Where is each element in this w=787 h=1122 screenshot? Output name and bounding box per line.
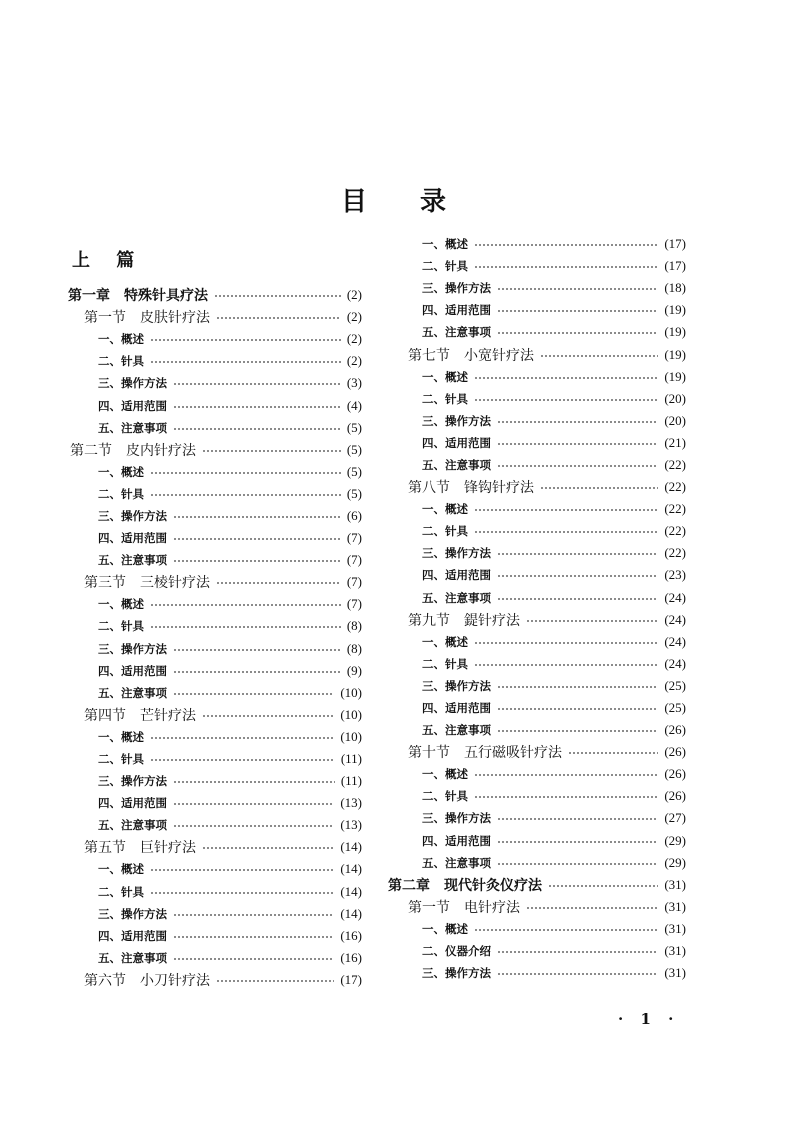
- toc-entry-page: (10): [340, 706, 362, 722]
- toc-item[interactable]: [388, 321, 686, 343]
- dot-leader: [150, 759, 335, 761]
- toc-item[interactable]: [388, 852, 686, 874]
- dot-leader: [497, 575, 658, 577]
- toc-section[interactable]: [388, 476, 686, 498]
- toc-item[interactable]: [388, 653, 686, 675]
- dot-leader: [150, 737, 334, 739]
- toc-entry-title: 五、注意事项: [98, 553, 167, 568]
- toc-entry-page: (23): [664, 567, 686, 583]
- toc-entry-title: 四、适用范围: [422, 701, 491, 716]
- toc-entry-title: 一、概述: [98, 729, 144, 744]
- toc-item[interactable]: [388, 719, 686, 741]
- dot-leader: [497, 421, 658, 423]
- dot-leader: [474, 929, 658, 931]
- toc-left-column: [68, 284, 362, 991]
- toc-entry-title: 二、针具: [98, 884, 144, 899]
- dot-leader: [202, 715, 334, 717]
- toc-entry-title: 四、适用范围: [422, 303, 491, 318]
- dot-leader: [150, 361, 341, 363]
- toc-item[interactable]: [68, 527, 362, 549]
- toc-item[interactable]: [388, 432, 686, 454]
- toc-entry-title: 四、适用范围: [422, 833, 491, 848]
- toc-entry-title: 四、适用范围: [422, 568, 491, 583]
- toc-entry-title: 五、注意事项: [422, 457, 491, 472]
- dot-leader: [150, 339, 341, 341]
- toc-entry-page: (29): [664, 832, 686, 848]
- dot-leader: [474, 664, 658, 666]
- dot-leader: [150, 472, 341, 474]
- toc-entry-title: 五、注意事项: [98, 685, 167, 700]
- dot-leader: [526, 907, 658, 909]
- toc-item[interactable]: [388, 587, 686, 609]
- dot-leader: [497, 973, 658, 975]
- toc-entry-page: (29): [664, 854, 686, 870]
- toc-item[interactable]: [388, 918, 686, 940]
- dot-leader: [474, 774, 658, 776]
- toc-entry-title: 五、注意事项: [422, 723, 491, 738]
- dot-leader: [150, 626, 341, 628]
- dot-leader: [202, 847, 334, 849]
- toc-entry-title: 一、概述: [98, 464, 144, 479]
- dot-leader: [497, 863, 658, 865]
- toc-entry-title: 第八节 锋钩针疗法: [408, 480, 534, 497]
- toc-item[interactable]: [388, 299, 686, 321]
- dot-leader: [497, 841, 658, 843]
- toc-entry-title: 第九节 鍉针疗法: [408, 612, 520, 629]
- dot-leader: [497, 730, 658, 732]
- toc-entry-page: (25): [664, 700, 686, 716]
- toc-entry-title: 四、适用范围: [422, 435, 491, 450]
- toc-entry-title: 第四节 芒针疗法: [84, 707, 196, 724]
- toc-entry-title: 二、针具: [422, 524, 468, 539]
- toc-entry-title: 二、针具: [98, 354, 144, 369]
- toc-entry-title: 第十节 五行磁吸针疗法: [408, 745, 562, 762]
- toc-entry-page: (8): [346, 640, 362, 656]
- dot-leader: [474, 509, 658, 511]
- toc-entry-page: (11): [340, 751, 362, 767]
- toc-item[interactable]: [68, 461, 362, 483]
- toc-entry-page: (7): [346, 530, 362, 546]
- dot-leader: [173, 825, 334, 827]
- toc-entry-page: (14): [340, 839, 362, 855]
- dot-leader: [497, 443, 658, 445]
- dot-leader: [214, 295, 341, 297]
- dot-leader: [497, 598, 658, 600]
- toc-entry-title: 第二章 现代针灸仪疗法: [388, 877, 542, 894]
- dot-leader: [173, 693, 334, 695]
- toc-entry-page: (14): [340, 905, 362, 921]
- toc-entry-page: (22): [664, 545, 686, 561]
- toc-entry-title: 五、注意事项: [98, 950, 167, 965]
- toc-right-column: [388, 233, 686, 984]
- dot-leader: [150, 892, 334, 894]
- toc-section[interactable]: [68, 306, 362, 328]
- toc-entry-title: 五、注意事项: [422, 325, 491, 340]
- toc-entry-page: (10): [340, 728, 362, 744]
- toc-entry-title: 一、概述: [422, 634, 468, 649]
- dot-leader: [216, 582, 341, 584]
- dot-leader: [526, 620, 658, 622]
- toc-item[interactable]: [68, 770, 362, 792]
- toc-section[interactable]: [388, 343, 686, 365]
- toc-section[interactable]: [68, 439, 362, 461]
- dot-leader: [474, 531, 658, 533]
- toc-entry-title: 一、概述: [422, 237, 468, 252]
- toc-entry-page: (24): [664, 633, 686, 649]
- toc-entry-title: 四、适用范围: [98, 928, 167, 943]
- dot-leader: [173, 958, 334, 960]
- toc-section[interactable]: [68, 704, 362, 726]
- toc-section[interactable]: [388, 896, 686, 918]
- toc-entry-page: (17): [340, 971, 362, 987]
- toc-entry-page: (26): [664, 766, 686, 782]
- dot-leader: [568, 752, 658, 754]
- toc-entry-page: (19): [664, 324, 686, 340]
- toc-entry-page: (2): [346, 287, 362, 303]
- toc-entry-page: (5): [346, 485, 362, 501]
- toc-entry-page: (24): [664, 655, 686, 671]
- toc-entry-page: (16): [340, 949, 362, 965]
- toc-item[interactable]: [388, 520, 686, 542]
- toc-chapter[interactable]: [388, 874, 686, 896]
- dot-leader: [497, 686, 658, 688]
- toc-item[interactable]: [388, 697, 686, 719]
- toc-entry-page: (7): [346, 552, 362, 568]
- toc-item[interactable]: [68, 682, 362, 704]
- toc-entry-page: (31): [664, 898, 686, 914]
- toc-item[interactable]: [68, 549, 362, 571]
- page-number: · 1 ·: [618, 1010, 680, 1028]
- toc-entry-page: (27): [664, 810, 686, 826]
- toc-chapter[interactable]: [68, 284, 362, 306]
- toc-entry-page: (19): [664, 302, 686, 318]
- toc-entry-title: 第一章 特殊针具疗法: [68, 288, 208, 305]
- toc-entry-page: (5): [346, 463, 362, 479]
- toc-entry-page: (22): [664, 523, 686, 539]
- dot-leader: [173, 428, 341, 430]
- dot-leader: [474, 399, 658, 401]
- toc-entry-title: 三、操作方法: [98, 641, 167, 656]
- toc-entry-page: (22): [664, 501, 686, 517]
- toc-entry-title: 一、概述: [422, 369, 468, 384]
- toc-entry-title: 一、概述: [98, 862, 144, 877]
- toc-entry-page: (26): [664, 744, 686, 760]
- toc-item[interactable]: [388, 233, 686, 255]
- dot-leader: [216, 317, 341, 319]
- toc-entry-page: (6): [346, 507, 362, 523]
- toc-entry-title: 二、针具: [422, 259, 468, 274]
- toc-item[interactable]: [68, 814, 362, 836]
- toc-entry-page: (3): [346, 375, 362, 391]
- toc-item[interactable]: [388, 807, 686, 829]
- dot-leader: [540, 487, 658, 489]
- toc-entry-page: (13): [340, 795, 362, 811]
- toc-entry-page: (11): [340, 773, 362, 789]
- toc-entry-page: (8): [346, 618, 362, 634]
- toc-item[interactable]: [388, 454, 686, 476]
- dot-leader: [173, 538, 341, 540]
- dot-leader: [173, 516, 341, 518]
- page-title: 目 录: [340, 187, 469, 217]
- toc-item[interactable]: [68, 881, 362, 903]
- dot-leader: [173, 781, 335, 783]
- toc-entry-page: (26): [664, 788, 686, 804]
- toc-entry-title: 一、概述: [98, 597, 144, 612]
- toc-section[interactable]: [388, 741, 686, 763]
- toc-entry-page: (5): [346, 419, 362, 435]
- dot-leader: [474, 244, 658, 246]
- toc-entry-title: 三、操作方法: [422, 546, 491, 561]
- toc-entry-title: 一、概述: [422, 767, 468, 782]
- toc-item[interactable]: [388, 255, 686, 277]
- dot-leader: [497, 553, 658, 555]
- dot-leader: [173, 406, 341, 408]
- toc-item[interactable]: [388, 631, 686, 653]
- toc-item[interactable]: [388, 763, 686, 785]
- dot-leader: [497, 818, 658, 820]
- toc-item[interactable]: [68, 593, 362, 615]
- toc-entry-title: 一、概述: [422, 502, 468, 517]
- toc-entry-page: (2): [346, 353, 362, 369]
- toc-entry-title: 四、适用范围: [98, 663, 167, 678]
- toc-item[interactable]: [68, 372, 362, 394]
- toc-entry-page: (2): [346, 331, 362, 347]
- dot-leader: [497, 332, 658, 334]
- dot-leader: [548, 885, 658, 887]
- toc-entry-page: (24): [664, 589, 686, 605]
- toc-entry-page: (21): [664, 434, 686, 450]
- toc-item[interactable]: [68, 417, 362, 439]
- toc-item[interactable]: [388, 366, 686, 388]
- toc-entry-page: (26): [664, 722, 686, 738]
- toc-item[interactable]: [388, 675, 686, 697]
- toc-entry-page: (5): [346, 441, 362, 457]
- dot-leader: [173, 671, 341, 673]
- toc-entry-page: (19): [664, 368, 686, 384]
- toc-item[interactable]: [68, 903, 362, 925]
- toc-entry-page: (31): [664, 943, 686, 959]
- toc-entry-title: 五、注意事项: [422, 855, 491, 870]
- toc-entry-title: 三、操作方法: [98, 906, 167, 921]
- toc-section[interactable]: [68, 571, 362, 593]
- dot-leader: [216, 980, 334, 982]
- toc-entry-title: 五、注意事项: [422, 590, 491, 605]
- dot-leader: [173, 803, 334, 805]
- dot-leader: [173, 649, 341, 651]
- toc-entry-title: 三、操作方法: [98, 774, 167, 789]
- toc-entry-page: (17): [664, 258, 686, 274]
- toc-entry-page: (7): [346, 596, 362, 612]
- toc-entry-title: 三、操作方法: [98, 376, 167, 391]
- toc-item[interactable]: [388, 277, 686, 299]
- toc-section[interactable]: [68, 836, 362, 858]
- toc-entry-title: 第五节 巨针疗法: [84, 840, 196, 857]
- toc-entry-page: (14): [340, 861, 362, 877]
- dot-leader: [474, 796, 658, 798]
- toc-item[interactable]: [68, 615, 362, 637]
- toc-item[interactable]: [388, 542, 686, 564]
- toc-item[interactable]: [388, 564, 686, 586]
- toc-entry-page: (9): [346, 662, 362, 678]
- toc-entry-title: 二、针具: [98, 486, 144, 501]
- toc-section[interactable]: [68, 969, 362, 991]
- toc-entry-page: (24): [664, 611, 686, 627]
- toc-item[interactable]: [388, 962, 686, 984]
- toc-entry-title: 二、针具: [422, 656, 468, 671]
- toc-entry-title: 三、操作方法: [98, 508, 167, 523]
- toc-item[interactable]: [388, 498, 686, 520]
- toc-item[interactable]: [68, 748, 362, 770]
- dot-leader: [173, 383, 341, 385]
- toc-entry-page: (10): [340, 684, 362, 700]
- toc-entry-page: (7): [346, 574, 362, 590]
- toc-item[interactable]: [68, 947, 362, 969]
- dot-leader: [173, 914, 334, 916]
- dot-leader: [474, 377, 658, 379]
- toc-entry-page: (31): [664, 965, 686, 981]
- toc-entry-title: 二、针具: [98, 619, 144, 634]
- toc-entry-page: (25): [664, 677, 686, 693]
- toc-item[interactable]: [388, 388, 686, 410]
- toc-entry-title: 第二节 皮内针疗法: [70, 442, 196, 459]
- toc-entry-page: (22): [664, 456, 686, 472]
- dot-leader: [474, 642, 658, 644]
- toc-entry-title: 一、概述: [422, 921, 468, 936]
- toc-item[interactable]: [68, 505, 362, 527]
- toc-entry-title: 三、操作方法: [422, 413, 491, 428]
- toc-item[interactable]: [388, 785, 686, 807]
- part-heading: 上 篇: [72, 250, 145, 271]
- toc-item[interactable]: [388, 410, 686, 432]
- toc-entry-page: (20): [664, 390, 686, 406]
- toc-item[interactable]: [388, 940, 686, 962]
- toc-item[interactable]: [68, 328, 362, 350]
- toc-item[interactable]: [68, 638, 362, 660]
- toc-entry-title: 二、针具: [422, 391, 468, 406]
- toc-entry-page: (22): [664, 479, 686, 495]
- toc-entry-page: (31): [664, 876, 686, 892]
- dot-leader: [150, 604, 341, 606]
- toc-entry-title: 三、操作方法: [422, 678, 491, 693]
- toc-entry-title: 五、注意事项: [98, 818, 167, 833]
- toc-entry-page: (13): [340, 817, 362, 833]
- dot-leader: [150, 869, 334, 871]
- toc-entry-page: (17): [664, 236, 686, 252]
- toc-entry-page: (20): [664, 412, 686, 428]
- toc-item[interactable]: [68, 925, 362, 947]
- toc-section[interactable]: [388, 609, 686, 631]
- toc-entry-title: 一、概述: [98, 332, 144, 347]
- toc-entry-title: 三、操作方法: [422, 966, 491, 981]
- toc-entry-title: 四、适用范围: [98, 531, 167, 546]
- toc-entry-page: (18): [664, 280, 686, 296]
- toc-entry-title: 第七节 小宽针疗法: [408, 347, 534, 364]
- toc-entry-page: (2): [346, 309, 362, 325]
- dot-leader: [497, 465, 658, 467]
- toc-item[interactable]: [68, 660, 362, 682]
- toc-entry-title: 第一节 皮肤针疗法: [84, 310, 210, 327]
- toc-entry-page: (16): [340, 927, 362, 943]
- toc-entry-page: (4): [346, 397, 362, 413]
- toc-item[interactable]: [68, 858, 362, 880]
- dot-leader: [474, 266, 658, 268]
- dot-leader: [150, 494, 341, 496]
- dot-leader: [497, 708, 658, 710]
- toc-entry-title: 三、操作方法: [422, 811, 491, 826]
- dot-leader: [497, 288, 658, 290]
- toc-entry-title: 四、适用范围: [98, 796, 167, 811]
- dot-leader: [497, 951, 658, 953]
- dot-leader: [173, 560, 341, 562]
- dot-leader: [497, 310, 658, 312]
- toc-item[interactable]: [388, 830, 686, 852]
- toc-item[interactable]: [68, 726, 362, 748]
- toc-item[interactable]: [68, 350, 362, 372]
- dot-leader: [540, 355, 658, 357]
- toc-entry-title: 三、操作方法: [422, 281, 491, 296]
- toc-entry-title: 二、针具: [98, 752, 144, 767]
- toc-entry-page: (31): [664, 920, 686, 936]
- toc-entry-page: (14): [340, 883, 362, 899]
- toc-entry-title: 第一节 电针疗法: [408, 899, 520, 916]
- toc-entry-title: 第六节 小刀针疗法: [84, 972, 210, 989]
- toc-item[interactable]: [68, 792, 362, 814]
- toc-entry-title: 五、注意事项: [98, 420, 167, 435]
- toc-entry-title: 四、适用范围: [98, 398, 167, 413]
- toc-item[interactable]: [68, 483, 362, 505]
- toc-entry-page: (19): [664, 346, 686, 362]
- toc-entry-title: 二、仪器介绍: [422, 944, 491, 959]
- toc-entry-title: 二、针具: [422, 789, 468, 804]
- dot-leader: [173, 936, 334, 938]
- dot-leader: [202, 450, 341, 452]
- toc-entry-title: 第三节 三棱针疗法: [84, 575, 210, 592]
- toc-item[interactable]: [68, 394, 362, 416]
